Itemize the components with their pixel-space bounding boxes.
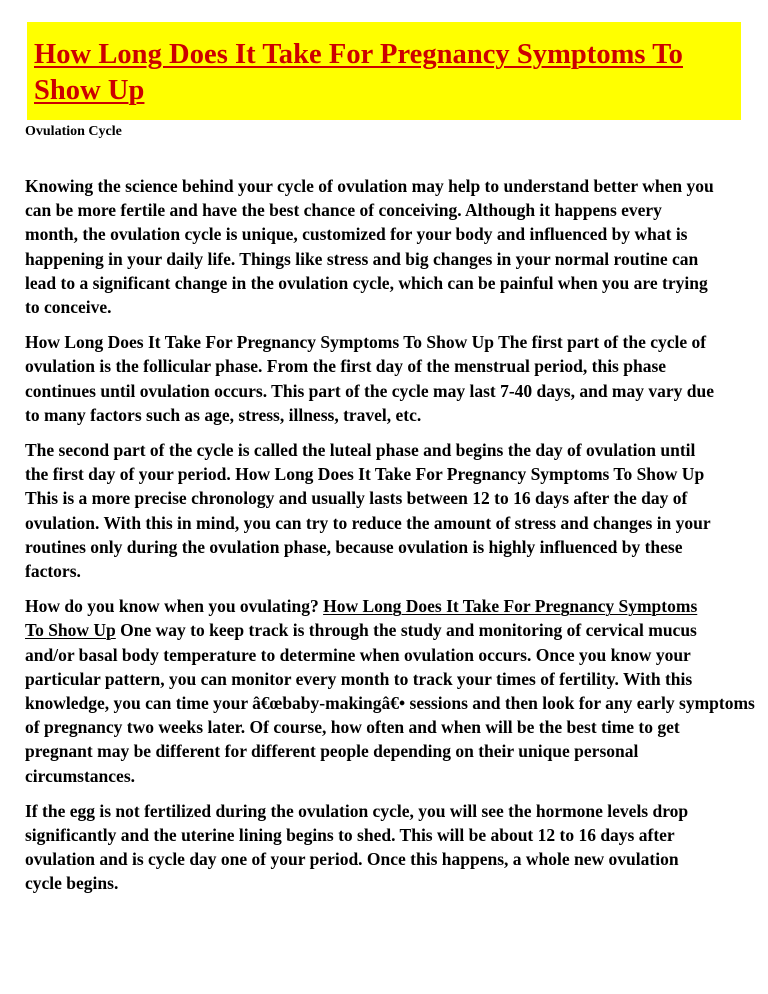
text-line: knowledge, you can time your â€œbaby-makingâ€• sessions and then look for any early symptoms xyxy=(25,693,755,714)
text-line xyxy=(25,594,768,618)
text-line: cycle begins. xyxy=(25,873,119,894)
paragraph xyxy=(25,594,768,788)
text-line: How Long Does It Take For Pregnancy Symptoms To Show Up The first part of the cycle of xyxy=(25,332,707,353)
text-line: and/or basal body temperature to determine when ovulation occurs. Once you know your xyxy=(25,644,691,665)
article-body xyxy=(25,174,768,907)
article-link[interactable]: To Show Up xyxy=(25,620,116,641)
text-line: If the egg is not fertilized during the ovulation cycle, you will see the hormone levels drop xyxy=(25,800,689,821)
page-title-line: Show Up xyxy=(34,75,145,106)
text-line: circumstances. xyxy=(25,765,135,786)
text-line: month, the ovulation cycle is unique, customized for your body and influenced by what is xyxy=(25,224,688,245)
paragraph xyxy=(25,438,768,583)
text-line: significantly and the uterine lining begins to shed. This will be about 12 to 16 days after xyxy=(25,825,675,846)
text-line: to conceive. xyxy=(25,297,112,318)
text-line: happening in your daily life. Things like stress and big changes in your normal routine can xyxy=(25,248,699,269)
paragraph xyxy=(25,174,768,319)
title-banner xyxy=(27,22,741,120)
text-line: routines only during the ovulation phase, because ovulation is highly influenced by these xyxy=(25,536,683,557)
text-line: of pregnancy two weeks later. Of course, how often and when will be the best time to get xyxy=(25,717,680,738)
page-title-line: How Long Does It Take For Pregnancy Symptoms To xyxy=(34,39,683,70)
text-line: ovulation and is cycle day one of your period. Once this happens, a whole new ovulation xyxy=(25,849,679,870)
text-line: factors. xyxy=(25,561,81,582)
section-subtitle: Ovulation Cycle xyxy=(25,124,122,139)
inline-text: One way to keep track is through the study and monitoring of cervical mucus xyxy=(115,620,697,641)
text-line: ovulation. With this in mind, you can try to reduce the amount of stress and changes in your xyxy=(25,512,711,533)
inline-text: How do you know when you ovulating? xyxy=(25,596,324,617)
text-line: The second part of the cycle is called the luteal phase and begins the day of ovulation until xyxy=(25,440,696,461)
paragraph xyxy=(25,799,768,896)
text-line: can be more fertile and have the best chance of conceiving. Although it happens every xyxy=(25,200,662,221)
text-line: lead to a significant change in the ovulation cycle, which can be painful when you are trying xyxy=(25,272,708,293)
text-line: the first day of your period. How Long Does It Take For Pregnancy Symptoms To Show Up xyxy=(25,464,705,485)
article-link[interactable]: How Long Does It Take For Pregnancy Symptoms xyxy=(323,596,698,617)
text-line: ovulation is the follicular phase. From the first day of the menstrual period, this phase xyxy=(25,356,667,377)
paragraph xyxy=(25,330,768,427)
text-line xyxy=(25,618,768,642)
text-line: to many factors such as age, stress, illness, travel, etc. xyxy=(25,404,422,425)
text-line: particular pattern, you can monitor every month to track your times of fertility. With this xyxy=(25,668,693,689)
page-title xyxy=(34,37,741,109)
text-line: Knowing the science behind your cycle of ovulation may help to understand better when you xyxy=(25,176,714,196)
text-line: This is a more precise chronology and usually lasts between 12 to 16 days after the day of xyxy=(25,488,688,509)
text-line: pregnant may be different for different people depending on their unique personal xyxy=(25,741,639,762)
text-line: continues until ovulation occurs. This part of the cycle may last 7-40 days, and may vary due xyxy=(25,380,715,401)
